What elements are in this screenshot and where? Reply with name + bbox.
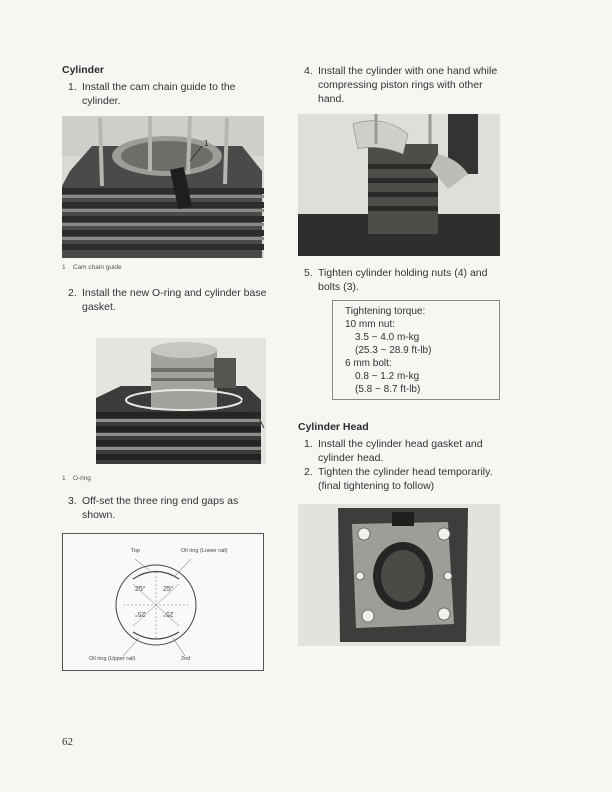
label-angle-top-right: 25° <box>163 586 174 593</box>
head-step-1 <box>304 437 500 467</box>
label-angle-top-left: 25° <box>135 586 146 593</box>
step-text: Install the cam chain guide to the cylinder. <box>82 81 236 107</box>
caption-cam-chain-guide <box>62 264 122 271</box>
step-number: 2. <box>304 466 313 478</box>
step-number: 3. <box>68 495 77 507</box>
step-number: 1. <box>68 81 77 93</box>
torque-bolt-mkg: 0.8 ~ 1.2 m-kg <box>355 371 420 382</box>
torque-title: Tightening torque: <box>345 306 426 317</box>
photo-install-cylinder <box>298 114 500 256</box>
tightening-torque-box <box>332 300 500 400</box>
label-top-ring: Top <box>131 548 140 554</box>
photo-cam-chain-guide <box>62 116 264 258</box>
caption-number: 1 <box>62 475 66 482</box>
step-number: 1. <box>304 438 313 450</box>
step-text: Install the cylinder head gasket and cylinder head. <box>318 438 483 464</box>
label-angle-bottom-right: 25° <box>163 610 174 617</box>
step-text: Tighten cylinder holding nuts (4) and bolts (3). <box>318 267 488 293</box>
step-text: Off-set the three ring end gaps as shown. <box>82 495 239 521</box>
ring-gap-diagram <box>62 533 264 671</box>
label-oil-ring-upper: Oil ring (Upper rail) <box>89 656 136 662</box>
step-2 <box>68 286 268 316</box>
step-3 <box>68 494 266 524</box>
label-angle-bottom-left: 25° <box>135 610 146 617</box>
caption-number: 1 <box>62 264 66 271</box>
torque-bolt-ftlb: (5.8 ~ 8.7 ft-lb) <box>355 384 421 395</box>
caption-o-ring <box>62 475 91 482</box>
step-4 <box>304 64 500 108</box>
head-step-2 <box>304 465 500 495</box>
page-number: 62 <box>62 736 73 748</box>
photo-cylinder-head <box>298 504 500 646</box>
step-1 <box>68 80 264 110</box>
svg-text:1: 1 <box>204 139 209 148</box>
torque-bolt-label: 6 mm bolt: <box>345 358 392 369</box>
torque-nut-mkg: 3.5 ~ 4.0 m-kg <box>355 332 420 343</box>
step-number: 5. <box>304 267 313 279</box>
caption-text: Cam chain guide <box>72 264 122 271</box>
torque-nut-ftlb: (25.3 ~ 28.9 ft-lb) <box>355 345 432 356</box>
section-heading-cylinder: Cylinder <box>62 64 105 76</box>
step-number: 2. <box>68 287 77 299</box>
caption-text: O-ring <box>72 475 91 482</box>
step-number: 4. <box>304 65 313 77</box>
step-text: Tighten the cylinder head temporarily. (final tightening to follow) <box>318 466 493 492</box>
section-heading-cylinder-head: Cylinder Head <box>298 421 369 433</box>
photo-o-ring <box>96 338 266 464</box>
label-second-ring: 2nd <box>181 656 191 662</box>
step-5 <box>304 266 500 296</box>
label-oil-ring-lower: Oil ring (Lower rail) <box>181 548 228 554</box>
step-text: Install the new O-ring and cylinder base gasket. <box>82 287 267 313</box>
torque-nut-label: 10 mm nut: <box>345 319 396 330</box>
step-text: Install the cylinder with one hand while compressing piston rings with other hand. <box>318 65 498 105</box>
